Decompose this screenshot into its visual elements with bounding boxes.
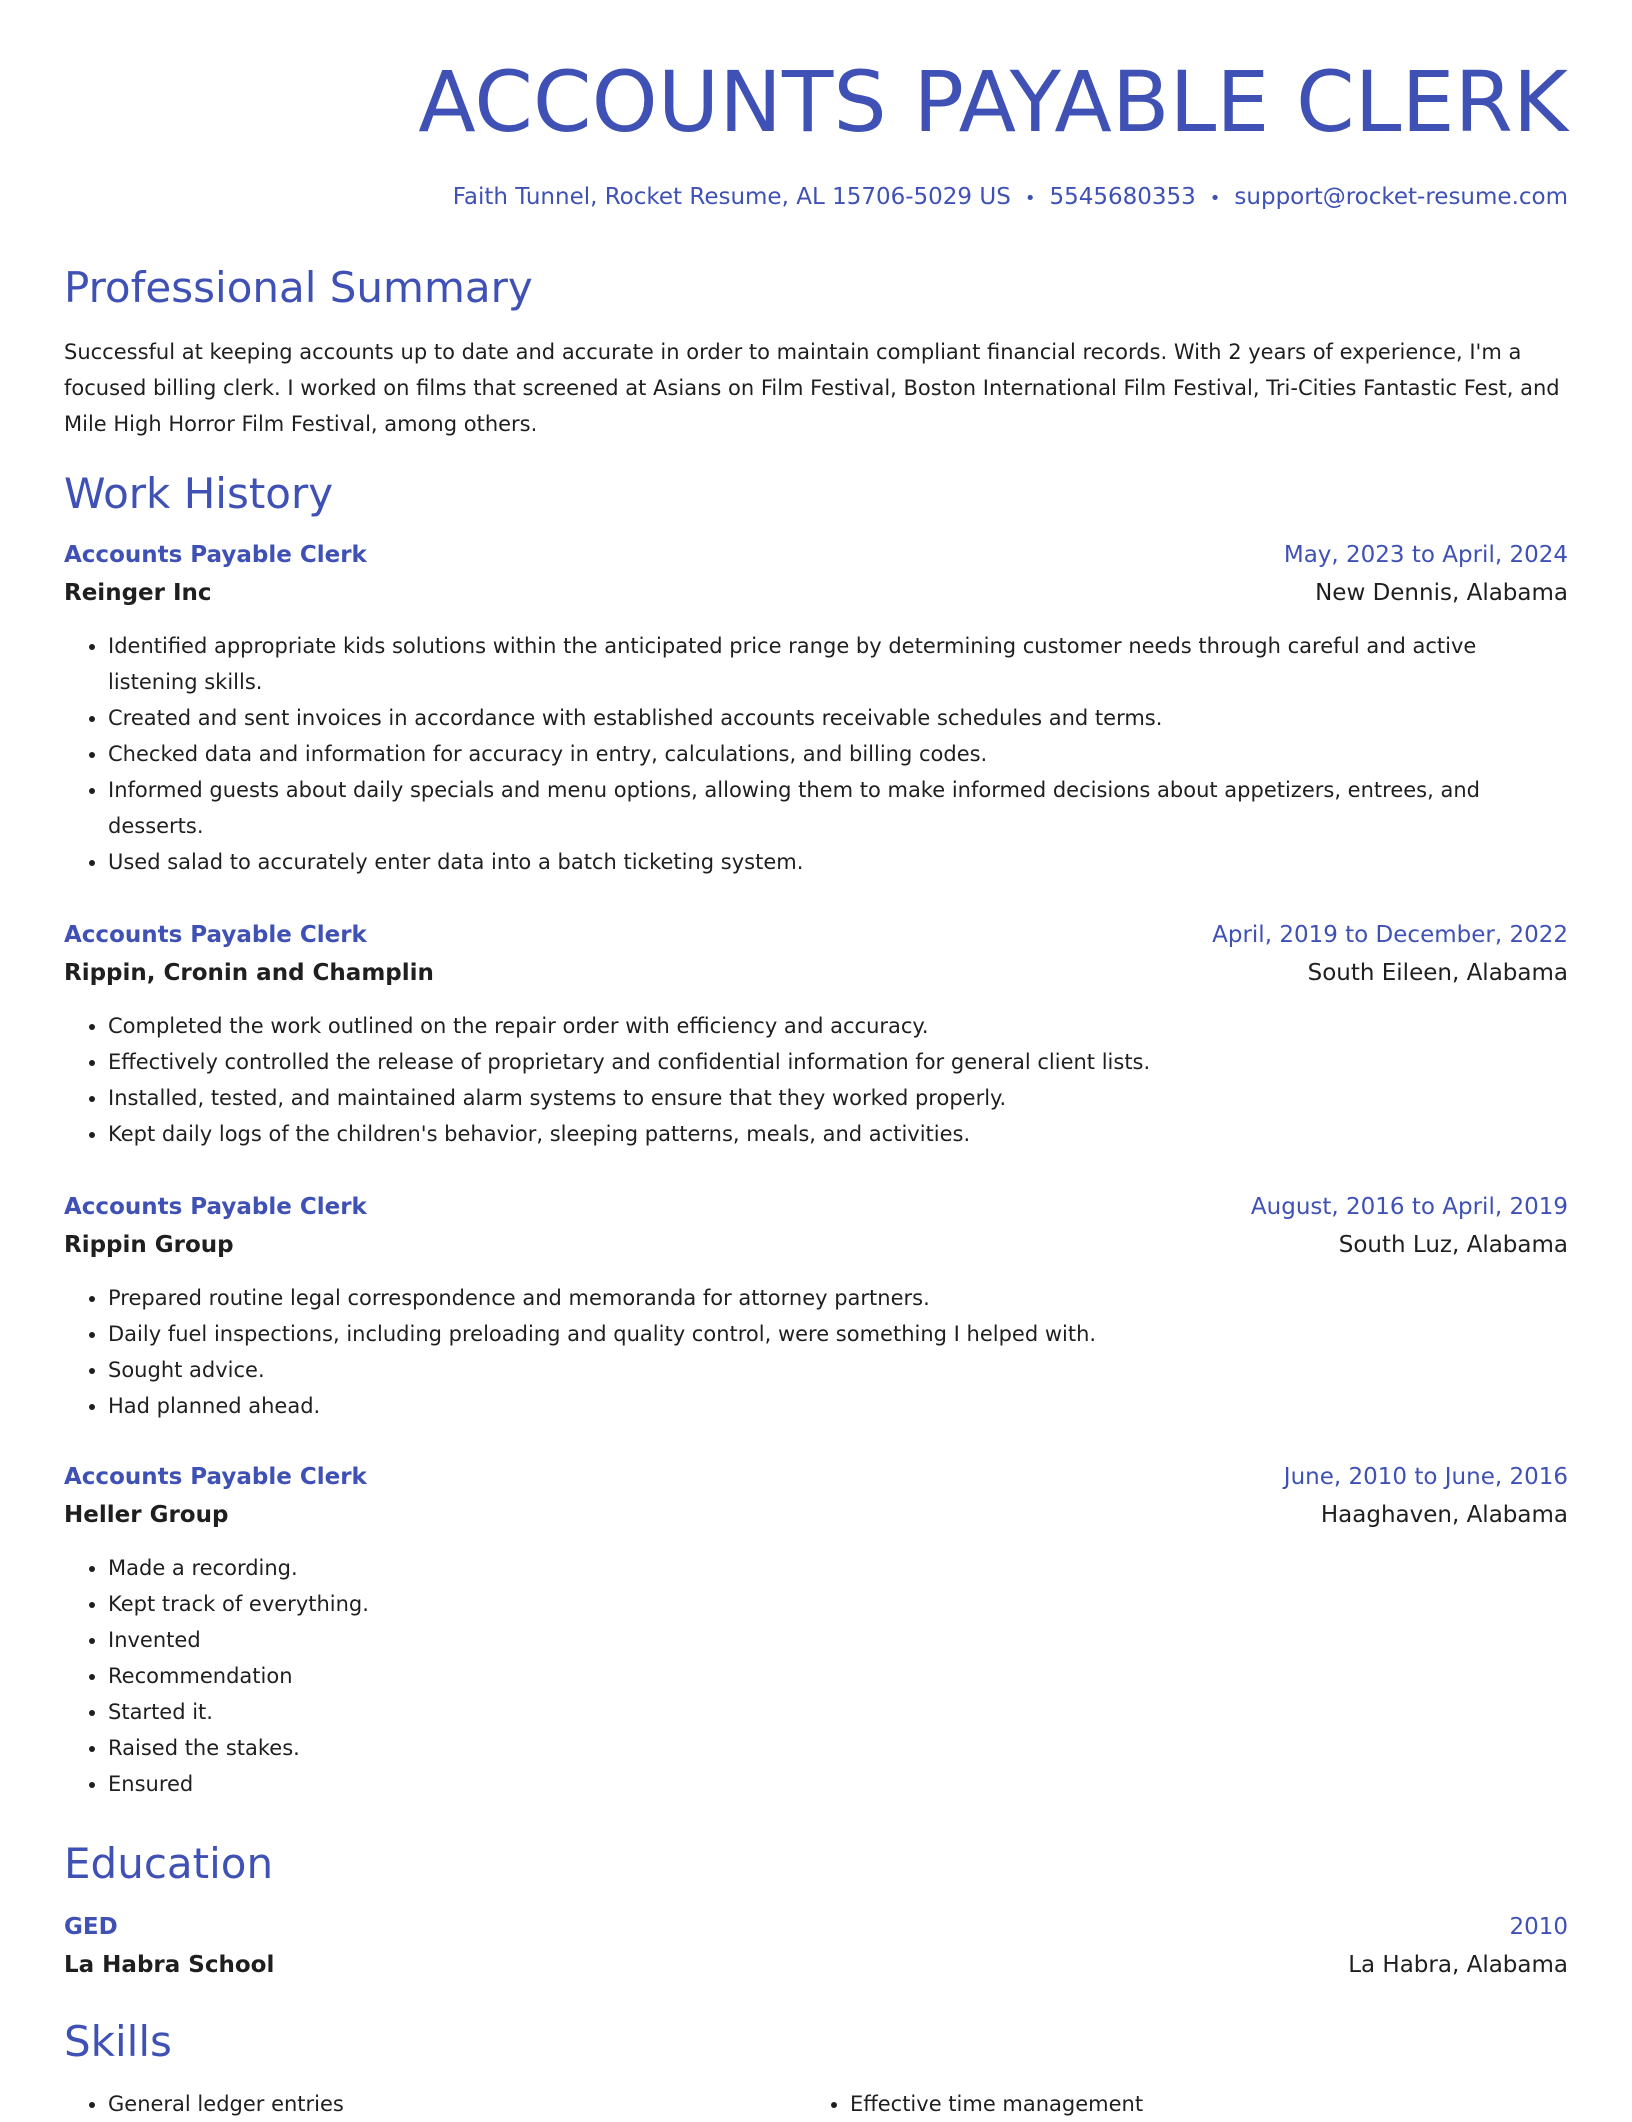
list-item: • Daily fuel inspections, including preloading and quality control, were something I helped with. [108, 1316, 1568, 1352]
company-name: Rippin, Cronin and Champlin [64, 960, 434, 986]
degree-name: GED [64, 1914, 118, 1940]
list-item: • Ensured [108, 1766, 1568, 1802]
resume-name-heading: ACCOUNTS PAYABLE CLERK [418, 53, 1568, 151]
job-title: Accounts Payable Clerk [64, 1194, 367, 1220]
work-history-heading: Work History [64, 469, 334, 518]
skill-item: • General ledger entries [108, 2086, 344, 2122]
job-entry [64, 538, 1568, 880]
contact-line [453, 182, 1568, 214]
job-bullets [64, 1008, 1568, 1152]
company-name: Heller Group [64, 1502, 229, 1528]
contact-phone: 5545680353 [1049, 184, 1196, 210]
job-title: Accounts Payable Clerk [64, 922, 367, 948]
contact-email[interactable]: support@rocket-resume.com [1234, 184, 1568, 210]
list-item: • Informed guests about daily specials and menu options, allowing them to make informed decisions about appetizers, entrees, and desserts. [108, 772, 1568, 844]
list-item: • Used salad to accurately enter data into a batch ticketing system. [108, 844, 1568, 880]
list-item: • Identified appropriate kids solutions within the anticipated price range by determining customer needs through careful and active listening skills. [108, 628, 1568, 700]
list-item: • Installed, tested, and maintained alarm systems to ensure that they worked properly. [108, 1080, 1568, 1116]
list-item: • Had planned ahead. [108, 1388, 1568, 1424]
job-dates: April, 2019 to December, 2022 [1212, 922, 1568, 948]
job-bullets [64, 628, 1568, 880]
school-location: La Habra, Alabama [1348, 1952, 1568, 1978]
skills-column [806, 2086, 1143, 2122]
company-name: Rippin Group [64, 1232, 234, 1258]
list-item: • Started it. [108, 1694, 1568, 1730]
list-item: • Prepared routine legal correspondence and memoranda for attorney partners. [108, 1280, 1568, 1316]
skills-column [64, 2086, 344, 2122]
job-bullets [64, 1550, 1568, 1802]
education-entry [64, 1910, 1568, 1986]
list-item: • Invented [108, 1622, 1568, 1658]
job-title: Accounts Payable Clerk [64, 542, 367, 568]
job-location: South Eileen, Alabama [1307, 960, 1568, 986]
summary-text: Successful at keeping accounts up to date and accurate in order to maintain compliant financial records. With 2 years of experience, I'm a focused billing clerk. I worked on films that screened at Asians on Film Festival, Boston International Film Festival, Tri-Cities Fantastic Fest, and Mile High Horror Film Festival, among others. [64, 340, 1560, 436]
skills-heading: Skills [64, 2017, 172, 2066]
education-heading: Education [64, 1839, 274, 1888]
job-entry [64, 1460, 1568, 1802]
job-location: New Dennis, Alabama [1315, 580, 1568, 606]
company-name: Reinger Inc [64, 580, 212, 606]
contact-separator: • [1024, 188, 1036, 209]
list-item: • Recommendation [108, 1658, 1568, 1694]
job-location: Haaghaven, Alabama [1320, 1502, 1568, 1528]
job-entry [64, 1190, 1568, 1424]
list-item: • Effectively controlled the release of proprietary and confidential information for general client lists. [108, 1044, 1568, 1080]
job-entry [64, 918, 1568, 1152]
job-dates: June, 2010 to June, 2016 [1283, 1464, 1568, 1490]
list-item: • Raised the stakes. [108, 1730, 1568, 1766]
list-item: • Completed the work outlined on the repair order with efficiency and accuracy. [108, 1008, 1568, 1044]
list-item: • Kept daily logs of the children's behavior, sleeping patterns, meals, and activities. [108, 1116, 1568, 1152]
job-location: South Luz, Alabama [1338, 1232, 1568, 1258]
list-item: • Created and sent invoices in accordance with established accounts receivable schedules and terms. [108, 700, 1568, 736]
list-item: • Made a recording. [108, 1550, 1568, 1586]
summary-heading: Professional Summary [64, 263, 533, 312]
education-year: 2010 [1509, 1914, 1568, 1940]
list-item: • Sought advice. [108, 1352, 1568, 1388]
job-dates: May, 2023 to April, 2024 [1283, 542, 1568, 568]
job-dates: August, 2016 to April, 2019 [1250, 1194, 1568, 1220]
school-name: La Habra School [64, 1952, 275, 1978]
list-item: • Kept track of everything. [108, 1586, 1568, 1622]
skill-item: • Effective time management [850, 2086, 1143, 2122]
job-title: Accounts Payable Clerk [64, 1464, 367, 1490]
contact-separator: • [1209, 188, 1221, 209]
list-item: • Checked data and information for accuracy in entry, calculations, and billing codes. [108, 736, 1568, 772]
job-bullets [64, 1280, 1568, 1424]
contact-address: Faith Tunnel, Rocket Resume, AL 15706-5029 US [452, 184, 1011, 210]
